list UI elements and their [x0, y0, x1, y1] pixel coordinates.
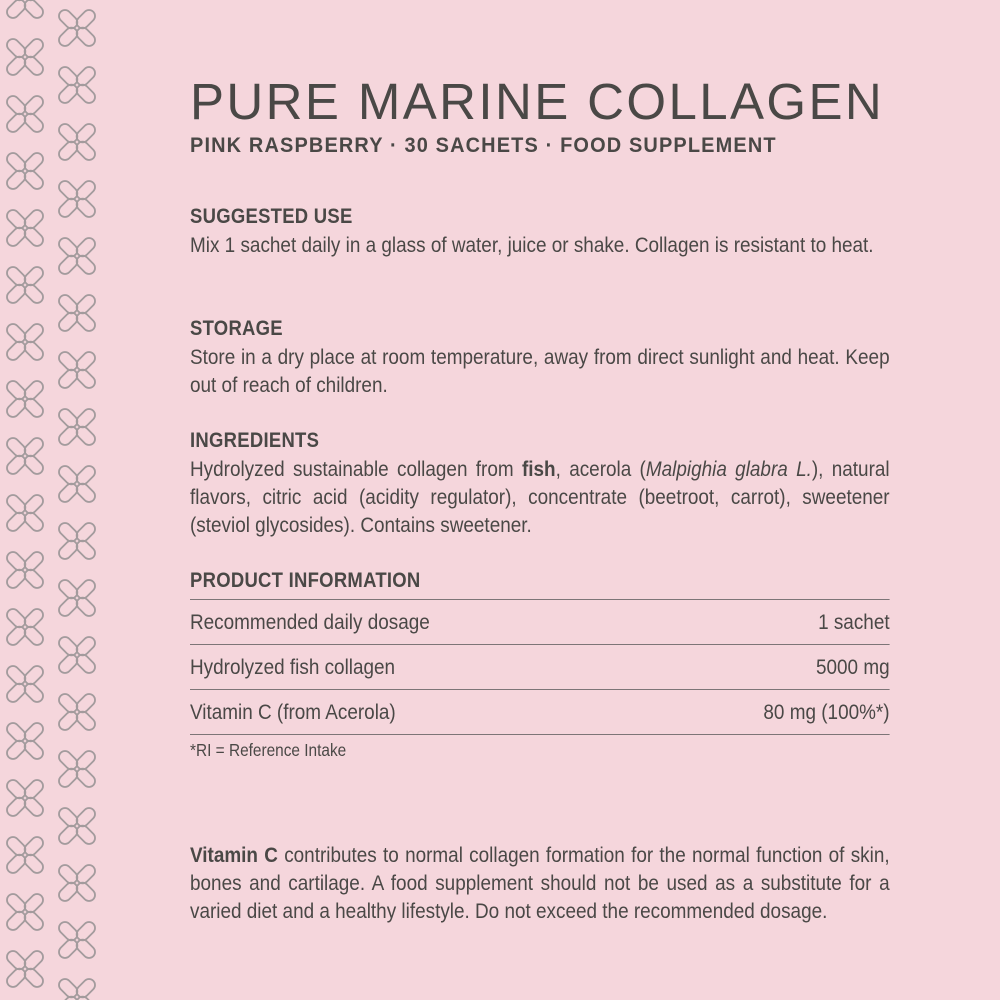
latin-name: Malpighia glabra L. — [645, 457, 812, 481]
row-value: 80 mg (100%*) — [763, 699, 890, 724]
storage-text: Store in a dry place at room temperature, away from direct sunlight and heat. Keep out of reach of children. — [190, 345, 890, 397]
storage-section — [190, 315, 890, 399]
product-information-heading: PRODUCT INFORMATION — [190, 569, 421, 592]
row-value: 1 sachet — [818, 609, 890, 634]
row-label: Recommended daily dosage — [190, 609, 430, 634]
suggested-use-text: Mix 1 sachet daily in a glass of water, juice or shake. Collagen is resistant to heat. — [190, 233, 874, 257]
allergen-fish: fish — [521, 457, 556, 481]
claim-body: contributes to normal collagen formation for the normal function of skin, bones and cartilage. A food supplement should not be used as a substitute for a varied diet and a healthy lifestyle. Do not exceed the recommended dosage. — [190, 843, 890, 923]
claim-text — [190, 841, 890, 925]
footnote: *RI = Reference Intake — [190, 740, 347, 760]
ingredients-heading: INGREDIENTS — [190, 429, 320, 452]
row-label: Hydrolyzed fish collagen — [190, 654, 396, 679]
decorative-clover-pattern — [0, 0, 105, 1000]
claim-section — [190, 841, 890, 925]
suggested-use-heading: SUGGESTED USE — [190, 205, 353, 228]
ingredients-text — [190, 455, 890, 539]
storage-heading: STORAGE — [190, 317, 283, 340]
ingredients-part: Hydrolyzed sustainable collagen from — [190, 457, 522, 481]
table-row — [190, 690, 890, 735]
row-label: Vitamin C (from Acerola) — [190, 699, 396, 724]
claim-bold: Vitamin C — [190, 843, 278, 867]
ingredients-section — [190, 427, 890, 539]
table-row — [190, 645, 890, 690]
row-value: 5000 mg — [815, 654, 890, 679]
product-information-section — [190, 567, 890, 765]
suggested-use-section — [190, 203, 890, 259]
product-title: PURE MARINE COLLAGEN — [190, 73, 885, 130]
product-subtitle: PINK RASPBERRY · 30 SACHETS · FOOD SUPPLEMENT — [190, 134, 777, 157]
table-row — [190, 600, 890, 645]
ingredients-part: , acerola ( — [555, 457, 646, 481]
ingredients-part: ), natural flavors, citric acid (acidity regulator), concentrate (beetroot, carrot), sweetener (steviol glycosides). Contains sweetener. — [190, 457, 890, 537]
